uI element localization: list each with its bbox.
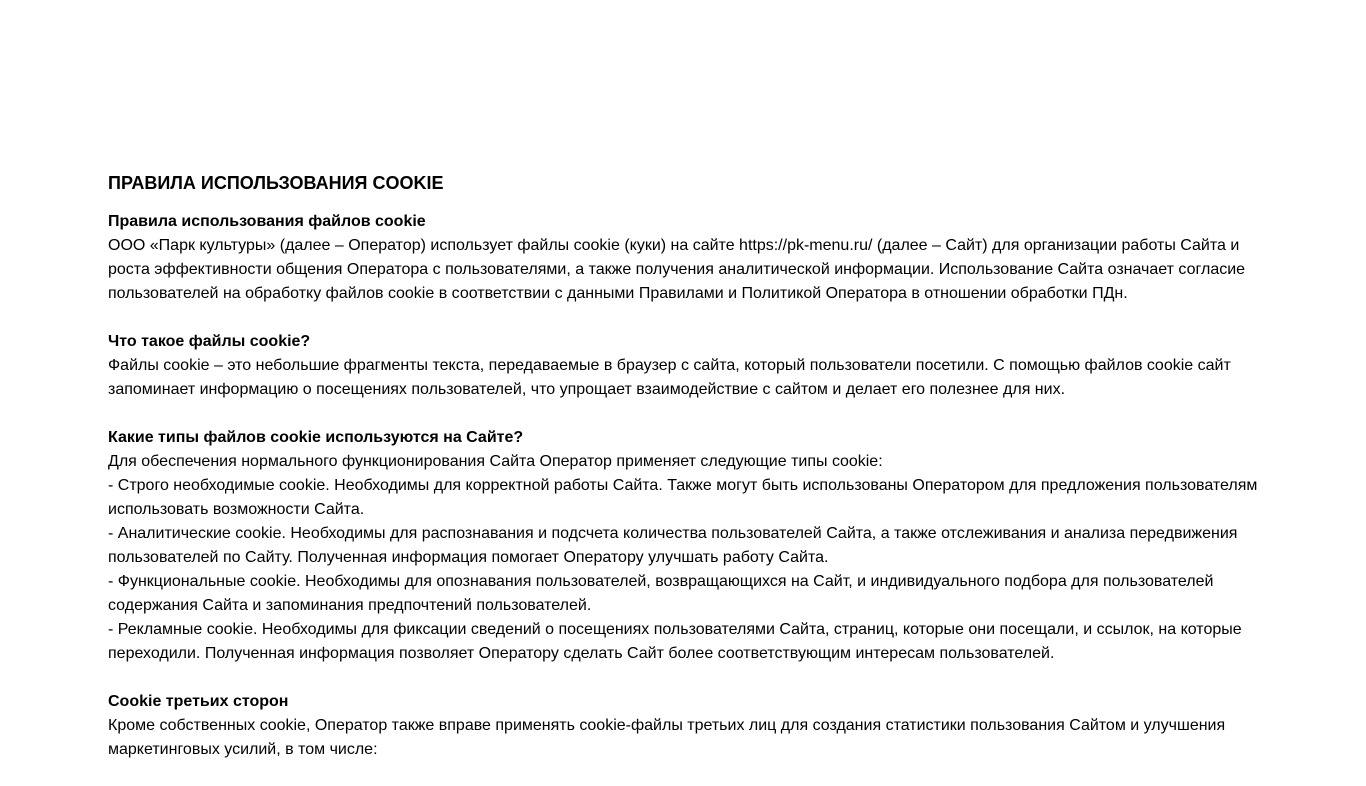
list-item: - Строго необходимые cookie. Необходимы для корректной работы Сайта. Также могут быть использованы Оператором для предложения пользователям использовать возможности Сайта.: [108, 477, 1258, 518]
section-heading: Что такое файлы cookie?: [108, 333, 311, 350]
cookie-policy-content: [108, 170, 1268, 786]
paragraph: ООО «Парк культуры» (далее – Оператор) использует файлы cookie (куки) на сайте https://pk-menu.ru/ (далее – Сайт) для организации работы Сайта и роста эффективности общения Оператора с пользователями, а также получения аналитической информации. Использование Сайта означает согласие пользователей на обработку файлов cookie в соответствии с данными Правилами и Политикой Оператора в отношении обработки ПДн.: [108, 237, 1246, 302]
paragraph: Для обеспечения нормального функционирования Сайта Оператор применяет следующие типы cookie:: [108, 453, 883, 470]
section-heading: Правила использования файлов cookie: [108, 213, 426, 230]
section-cookie-types: [108, 426, 1268, 666]
paragraph: Файлы cookie – это небольшие фрагменты текста, передаваемые в браузер с сайта, который пользователи посетили. С помощью файлов cookie сайт запоминает информацию о посещениях пользователей, что упрощает взаимодействие с сайтом и делает его полезнее для них.: [108, 357, 1231, 398]
list-item: - Функциональные cookie. Необходимы для опознавания пользователей, возвращающихся на Сайт, и индивидуального подбора для пользователей содержания Сайта и запоминания предпочтений пользователей.: [108, 573, 1214, 614]
list-item: - Рекламные cookie. Необходимы для фиксации сведений о посещениях пользователями Сайта, страниц, которые они посещали, и ссылок, на которые переходили. Полученная информация позволяет Оператору сделать Сайт более соответствующим интересам пользователей.: [108, 621, 1242, 662]
page-title: ПРАВИЛА ИСПОЛЬЗОВАНИЯ COOKIE: [108, 173, 444, 193]
list-item: - Аналитические cookie. Необходимы для распознавания и подсчета количества пользователей Сайта, а также отслеживания и анализа передвижения пользователей по Сайту. Полученная информация помогает Оператору улучшать работу Сайта.: [108, 525, 1238, 566]
section-heading: Какие типы файлов cookie используются на Сайте?: [108, 429, 524, 446]
paragraph: Кроме собственных cookie, Оператор также вправе применять cookie-файлы третьих лиц для создания статистики пользования Сайтом и улучшения маркетинговых усилий, в том числе:: [108, 717, 1226, 758]
section-what-are-cookies: [108, 330, 1268, 402]
section-cookie-usage-rules: [108, 210, 1268, 306]
section-heading: Cookie третьих сторон: [108, 693, 289, 710]
section-third-party-cookies: [108, 690, 1268, 762]
